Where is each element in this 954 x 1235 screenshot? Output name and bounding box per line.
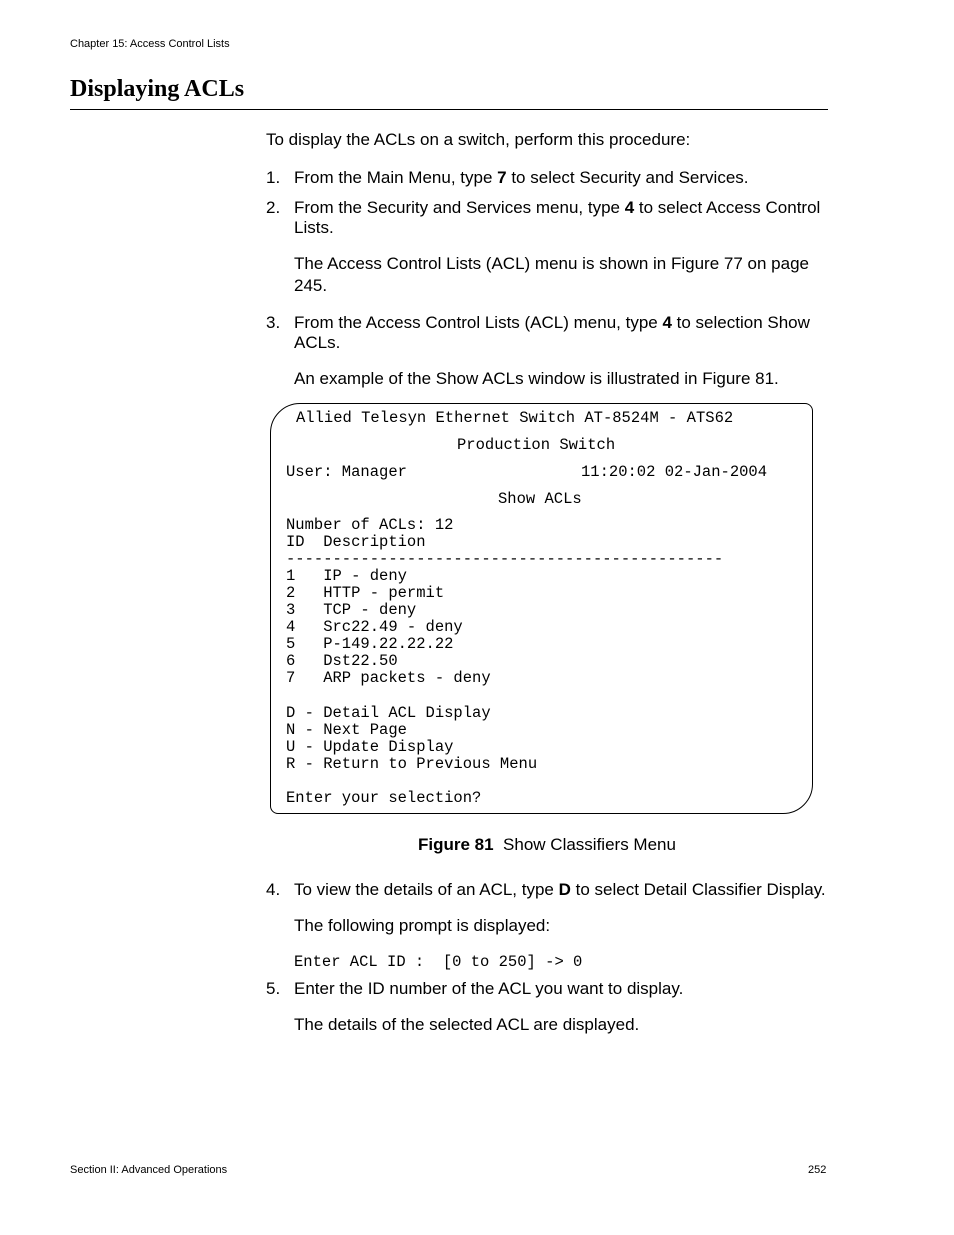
screen-user: User: Manager xyxy=(286,463,407,481)
screen-divider: ----------------------------------------------- xyxy=(286,550,724,568)
acl-row: 5 P-149.22.22.22 xyxy=(286,635,454,653)
menu-option-next-page: N - Next Page xyxy=(286,721,407,739)
screen-header-line1: Allied Telesyn Ethernet Switch AT-8524M - ATS62 xyxy=(296,409,734,427)
step-3-line2: ACLs. xyxy=(294,333,341,352)
step-4-post: to select Detail Classifier Display. xyxy=(570,880,826,899)
acl-row: 4 Src22.49 - deny xyxy=(286,618,463,636)
screen-header-line2: Production Switch xyxy=(457,436,616,454)
step-1-text xyxy=(294,168,749,188)
section-title: Displaying ACLs xyxy=(70,76,245,102)
menu-option-return: R - Return to Previous Menu xyxy=(286,755,538,773)
screen-selection-prompt: Enter your selection? xyxy=(286,789,482,807)
menu-option-update: U - Update Display xyxy=(286,738,454,756)
step-2-note-line2: 245. xyxy=(294,276,328,295)
footer-section: Section II: Advanced Operations xyxy=(70,1164,228,1176)
chapter-header: Chapter 15: Access Control Lists xyxy=(70,38,230,50)
step-3-number: 3. xyxy=(266,313,281,332)
step-2-text xyxy=(294,198,820,218)
step-1-pre: From the Main Menu, type xyxy=(294,168,498,187)
figure-caption-text: Show Classifiers Menu xyxy=(503,835,676,854)
step-1-number: 1. xyxy=(266,168,281,187)
screen-datetime: 11:20:02 02-Jan-2004 xyxy=(581,463,768,481)
step-2-line2: Lists. xyxy=(294,218,334,237)
step-2-post: to select Access Control xyxy=(634,198,821,217)
step-5-number: 5. xyxy=(266,979,281,998)
step-4-key: D xyxy=(558,880,571,899)
step-4-pre: To view the details of an ACL, type xyxy=(294,880,559,899)
step-5-text: Enter the ID number of the ACL you want to display. xyxy=(294,979,684,998)
step-2-number: 2. xyxy=(266,198,281,217)
step-2-key: 4 xyxy=(624,198,635,217)
step-1-post: to select Security and Services. xyxy=(506,168,749,187)
intro-text: To display the ACLs on a switch, perform this procedure: xyxy=(266,130,691,149)
acl-row: 1 IP - deny xyxy=(286,567,407,585)
page-number: 252 xyxy=(808,1164,827,1176)
step-3-note: An example of the Show ACLs window is illustrated in Figure 81. xyxy=(294,369,779,388)
step-4-number: 4. xyxy=(266,880,281,899)
acl-row: 2 HTTP - permit xyxy=(286,584,445,602)
step-1-key: 7 xyxy=(497,168,507,187)
acl-row: 3 TCP - deny xyxy=(286,601,417,619)
menu-option-detail: D - Detail ACL Display xyxy=(286,704,491,722)
step-3-post: to selection Show xyxy=(671,313,810,332)
step-5-note: The details of the selected ACL are displayed. xyxy=(294,1015,640,1034)
step-2-pre: From the Security and Services menu, type xyxy=(294,198,625,217)
acl-row: 7 ARP packets - deny xyxy=(286,669,491,687)
screen-column-header: ID Description xyxy=(286,533,426,551)
figure-caption xyxy=(418,835,676,855)
step-4-note: The following prompt is displayed: xyxy=(294,916,551,935)
step-4-text xyxy=(294,880,826,900)
figure-label: Figure 81 xyxy=(418,835,494,854)
acl-row: 6 Dst22.50 xyxy=(286,652,398,670)
screen-menu-title: Show ACLs xyxy=(498,490,582,508)
step-3-key: 4 xyxy=(662,313,672,332)
step-3-text xyxy=(294,313,810,333)
acl-id-prompt: Enter ACL ID : [0 to 250] -> 0 xyxy=(294,953,583,971)
screen-acl-count: Number of ACLs: 12 xyxy=(286,516,454,534)
step-2-note-line1: The Access Control Lists (ACL) menu is shown in Figure 77 on page xyxy=(294,254,809,273)
title-rule xyxy=(70,109,828,110)
step-3-pre: From the Access Control Lists (ACL) menu, type xyxy=(294,313,663,332)
